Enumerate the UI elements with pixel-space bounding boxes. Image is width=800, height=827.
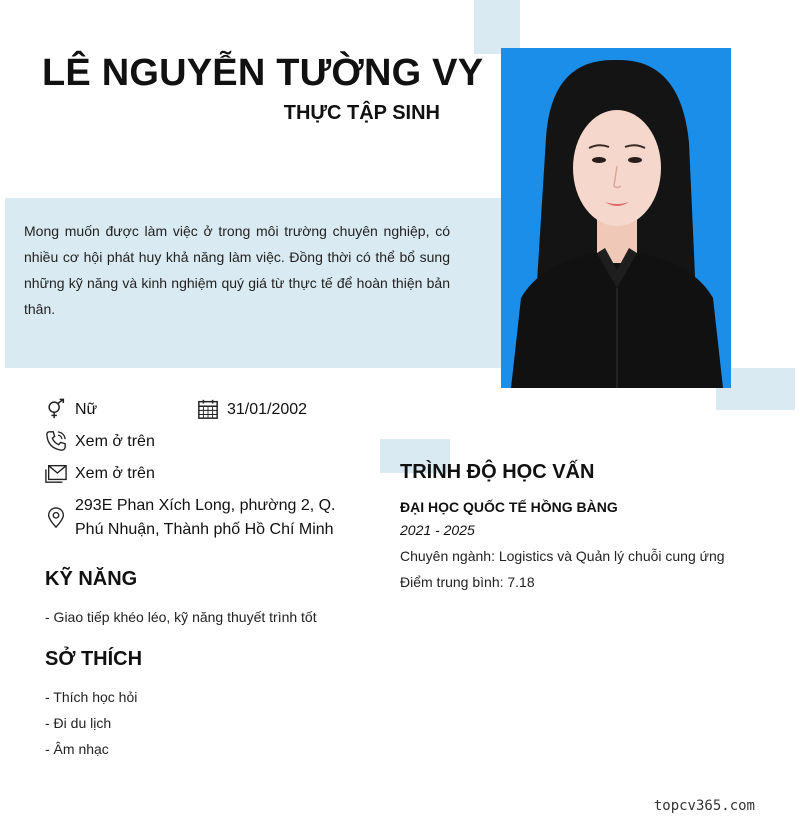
email-row xyxy=(45,462,155,486)
skills-title: KỸ NĂNG xyxy=(45,568,138,590)
career-objective: Mong muốn được làm việc ở trong môi trường chuyên nghiệp, có nhiều cơ hội phát huy khả năng làm việc. Đồng thời có thể bổ sung những kỹ năng và kinh nghiệm quý giá từ thực tế để hoàn thiện bản thân. xyxy=(24,223,450,317)
education-title: TRÌNH ĐỘ HỌC VẤN xyxy=(400,461,595,483)
address-value: 293E Phan Xích Long, phường 2, Q. Phú Nhuận, Thành phố Hồ Chí Minh xyxy=(75,497,336,538)
gender-row xyxy=(45,398,97,422)
birthdate-value: 31/01/2002 xyxy=(227,401,308,418)
deco-square-top xyxy=(474,0,520,54)
phone-icon xyxy=(45,430,67,452)
skill-item: - Giao tiếp khéo léo, kỹ năng thuyết trình tốt xyxy=(45,609,317,625)
gender-value: Nữ xyxy=(75,401,98,418)
profile-photo xyxy=(501,48,731,388)
hobbies-title: SỞ THÍCH xyxy=(45,648,143,670)
address-row xyxy=(45,494,365,542)
education-major: Chuyên ngành: Logistics và Quản lý chuỗi cung ứng xyxy=(400,548,725,564)
gender-icon xyxy=(45,398,67,420)
job-title: THỰC TẬP SINH xyxy=(283,102,440,124)
full-name: LÊ NGUYỄN TƯỜNG VY xyxy=(42,52,484,94)
hobby-item: - Đi du lịch xyxy=(45,715,112,731)
hobby-item: - Âm nhạc xyxy=(45,741,109,757)
phone-row xyxy=(45,430,155,454)
education-period: 2021 - 2025 xyxy=(400,522,475,538)
phone-value: Xem ở trên xyxy=(75,433,155,450)
watermark: topcv365.com xyxy=(653,798,755,814)
education-school: ĐẠI HỌC QUỐC TẾ HỒNG BÀNG xyxy=(400,499,618,515)
portrait-illustration xyxy=(501,48,731,388)
email-icon xyxy=(45,462,67,484)
location-pin-icon xyxy=(45,507,67,529)
calendar-icon xyxy=(197,398,219,420)
email-value: Xem ở trên xyxy=(75,465,155,482)
birthdate-row xyxy=(197,398,307,422)
hobby-item: - Thích học hỏi xyxy=(45,689,138,705)
education-gpa: Điểm trung bình: 7.18 xyxy=(400,574,535,590)
